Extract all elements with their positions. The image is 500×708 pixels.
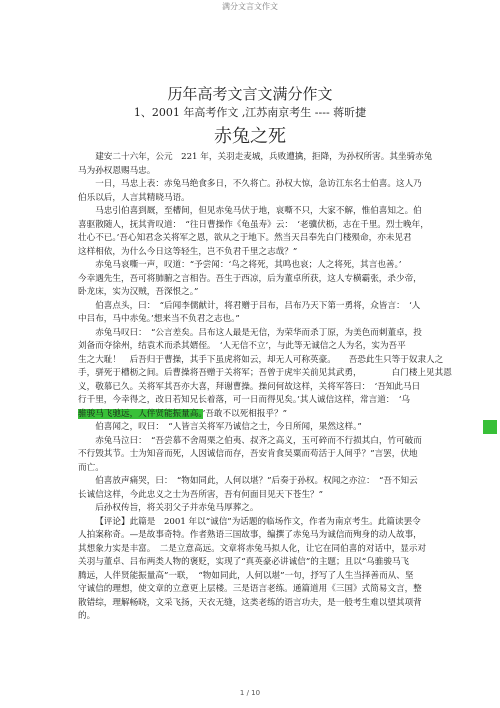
highlighted-text: 骓骏马飞驰远，人伴贤能振量高。 [78, 408, 203, 419]
text-line: 义，敬慕已久。关将军其吾亦大喜，拜谢曹操。操问何故这样，关将军答曰： ‘吾知此马日 [78, 381, 421, 392]
text-line: 后孙权传旨，将关羽父子并赤兔马厚葬之。 [95, 503, 259, 513]
paragraph [78, 300, 422, 327]
text-line: 其想象力实是丰富。 二是立意高远。文章将赤兔马拟人化，让它在同伯喜的对话中，显示对 [78, 543, 427, 554]
text-line: 赤兔马哀嘶一声，叹道：“予尝闻：‘鸟之将死，其鸣也哀；人之将死，其言也善。’ [95, 260, 402, 270]
highlight-marker [483, 420, 497, 434]
paragraph [78, 327, 452, 422]
text-line: 手，骈死于槽枥之间。后曹操将吾赠于关将军；吾曾于虎牢关前见其武勇， 白门楼上见其恩 [78, 368, 452, 378]
document-title: 历年高考文言文满分作文 [167, 85, 333, 103]
text-line: 马为孙权恩赐马忠。 [78, 165, 156, 176]
text-line: 散错综，理解畅晓，文采飞扬，天衣无缝，这类老练的语言功夫，是一般考生难以望其项背 [78, 597, 422, 608]
page-number: 1 / 10 [239, 689, 261, 697]
text-line: 生之大耻！ 后吾归于曹操，其手下虽虎将如云，却无人可称英豪。 吾恐此生只等于奴隶人之 [78, 354, 444, 365]
text-line: 伯乐以后，人言其精晓马语。 [78, 192, 190, 203]
text-line: 行千里，今幸得之，改日若知兄长着落，可一日而得见矣。’其人诚信这样，常言道： ‘乌 [78, 395, 411, 405]
text-line: 赤兔马叹曰： “公言差矣。吕布这人最是无信，为荣华而杀丁原，为美色而刺董卓，投 [95, 327, 422, 338]
text-line: 伯喜放声痛哭，曰： “物如同此，人何以堪？”后奏于孙权。权闻之亦泣： “吾不知云 [95, 476, 418, 486]
paragraph [78, 151, 433, 178]
text-line [61, 408, 422, 422]
text-line: 一日，马忠上表：赤兔马绝食多日，不久将亡。孙权大惊，急访江东名士伯喜。这人乃 [95, 179, 422, 189]
article-title: 赤兔之死 [214, 126, 286, 147]
paragraph [78, 259, 422, 300]
page-header-title: 满分文言文作文 [222, 2, 278, 11]
text-line: 关羽与董卓、吕布两类人物的褒贬，实现了“真英豪必讲诚信”的主题；且以“乌骓骏马飞 [78, 557, 410, 567]
text-line: 刘备而夺徐州，结袁术而杀其婿侄。 ‘人无信不立’，与此等无诚信之人为名，实为吾平 [78, 341, 406, 351]
document-subtitle: 1、2001 年高考作文 ,江苏南京考生 ---- 蒋昕捷 [133, 106, 367, 119]
text-line: 壮心不已。’吾心知君念关将军之恩，欲从之于地下。然当天吕奉先白门楼殒命，亦未见君 [78, 233, 412, 243]
paragraph [78, 205, 429, 259]
text-line: 伯喜点头，曰： “后闻李儒献计，将君赠于吕布，吕布乃天下第一勇将，众皆言： ‘人 [95, 300, 421, 311]
paragraph [78, 475, 422, 502]
text-line: 卧龙床，实为汉贼，吾深恨之。” [78, 287, 199, 297]
text-line: 守诚信的理想，使文章的立意更上层楼。三是语言老练。通篇道用《三国》式简易文言，整 [78, 584, 422, 594]
paragraph [78, 421, 422, 435]
text-line: 中吕布，马中赤兔。’想来当不负君之志也。” [78, 314, 240, 324]
text-line: 赤兔马泣曰： “吾尝慕不舍周栗之伯夷、叔齐之高义，玉可碎而不行损其白，竹可破而 [95, 435, 422, 446]
text-line: 长诚信这样，今此忠义之士为吾所害，吾有何面目见天下苍生？” [78, 489, 324, 500]
text-line: 这样相依，为什么今日这等轻生，岂不负君千里之志哉？” [78, 246, 298, 257]
text-line: 建安二十六年，公元 221 年，关羽走麦城，兵败遭擒，拒降，为孙权所害。其坐骑赤兔 [95, 152, 433, 162]
text-line: 而亡。 [78, 462, 104, 473]
text-line: 人拍案称奇。—是故事奇特。作者熟语三国故事，编撰了赤兔马为诚信而殉身的动人故事， [78, 530, 422, 540]
text-line: 腾远，人伴贤能振量高”一联， “物如同此，人何以堪”一句，抒写了人生当择善而从、坚 [78, 570, 414, 581]
text-segment: ’吾敢不以死相报乎？” [202, 408, 288, 419]
text-line: 今幸遇先生，吾可将肺腑之言相告。吾生于西凉，后为董卓所获，这人专横霸张，杀少帝， [78, 273, 422, 284]
text-line: 马忠引伯喜到厩，至槽间，但见赤兔马伏于地，哀嘶不只，大家不解，惟伯喜知之。伯 [95, 206, 422, 216]
text-line: 的。 [78, 611, 96, 621]
paragraph [78, 178, 422, 205]
text-line: 【评论】此篇是 2001 年以“诚信”为话题的临场作文，作者为南京考生。此篇读罢令 [95, 516, 421, 527]
text-line: 伯喜闻之，叹曰： “人皆言关将军乃诚信之士，今日所闻，果然这样。” [95, 422, 362, 432]
text-line: 喜驱散随人，抚其背叹道： “往日曹操作《龟虽寿》云： ‘老骥伏枥，志在千里。烈士晚年， [78, 219, 429, 230]
text-line: 不行毁其节。士为知音而死，人因诚信而存，吾安肯食吴粟而苟活于人间乎？”言罢，伏地 [78, 449, 418, 459]
article-body [78, 151, 452, 624]
paragraph [78, 502, 422, 516]
paragraph [78, 516, 427, 624]
paragraph [78, 435, 422, 476]
